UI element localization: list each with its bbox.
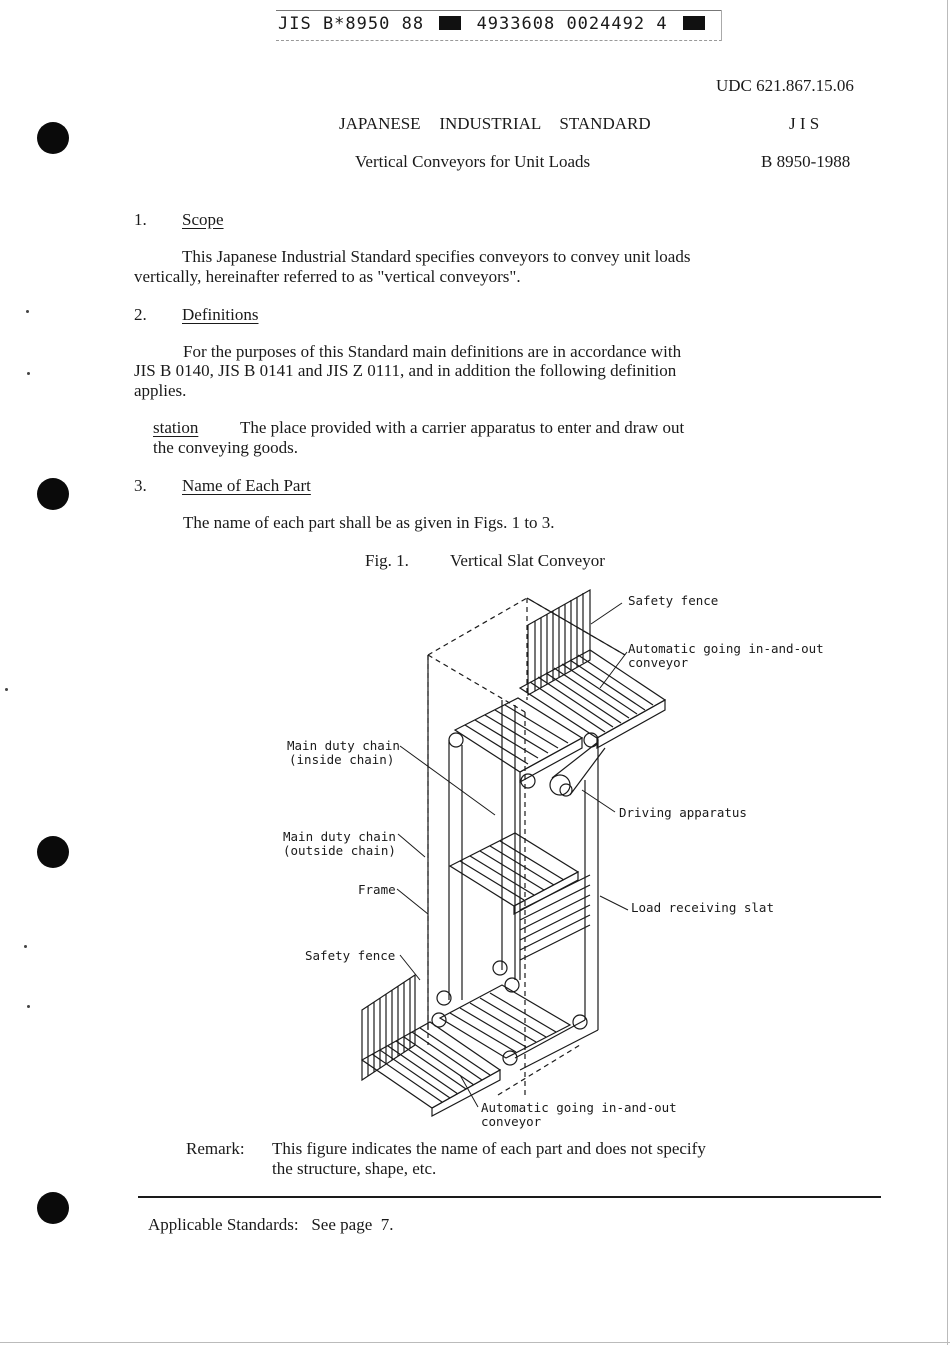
- standard-number: B 8950-1988: [761, 152, 851, 171]
- jis-label: J I S: [789, 114, 820, 133]
- label-auto-conveyor-bottom: Automatic going in-and-out: [481, 1100, 677, 1115]
- remark-text: the structure, shape, etc.: [272, 1159, 437, 1178]
- load-receiving-slat-side: [520, 875, 590, 960]
- page-edge-right: [947, 0, 948, 1345]
- standard-label: JAPANESE INDUSTRIAL STANDARD: [339, 114, 651, 133]
- frame-outline: [428, 598, 625, 1095]
- label-load-receiving-slat: Load receiving slat: [631, 900, 774, 915]
- applicable-standards: Applicable Standards: See page 7.: [148, 1215, 394, 1234]
- section-2-number: 2.: [134, 305, 147, 324]
- label-safety-fence-top: Safety fence: [628, 593, 719, 608]
- label-main-chain-outside: (outside chain): [283, 843, 396, 858]
- definition-text: the conveying goods.: [153, 438, 298, 457]
- frame-right-solid: [515, 1020, 598, 1070]
- label-auto-conveyor-top: conveyor: [628, 655, 689, 670]
- label-main-chain-inside: (inside chain): [289, 752, 395, 767]
- label-auto-conveyor-top: Automatic going in-and-out: [628, 641, 824, 656]
- section-2-text: JIS B 0140, JIS B 0141 and JIS Z 0111, and in addition the following definition: [134, 361, 677, 380]
- label-driving-apparatus: Driving apparatus: [619, 805, 747, 820]
- leader-lines: [397, 603, 628, 1107]
- code-part-2: 4933608 0024492 4: [476, 14, 668, 34]
- document-title: Vertical Conveyors for Unit Loads: [355, 152, 591, 171]
- safety-fence-bottom: [362, 975, 415, 1080]
- section-2-text: For the purposes of this Standard main definitions are in accordance with: [183, 342, 682, 361]
- label-frame: Frame: [358, 882, 396, 897]
- section-2-title: Definitions: [182, 305, 259, 324]
- remark-label: Remark:: [186, 1139, 245, 1158]
- label-main-chain-inside: Main duty chain: [287, 738, 400, 753]
- label-main-chain-outside: Main duty chain: [283, 829, 396, 844]
- bottom-load-slat: [440, 985, 570, 1058]
- page-edge-bottom: [0, 1342, 950, 1343]
- label-auto-conveyor-bottom: conveyor: [481, 1114, 542, 1129]
- section-1-title: Scope: [182, 210, 224, 229]
- middle-load-slat: [450, 833, 578, 914]
- footer-rule: [138, 1196, 881, 1198]
- section-3-title: Name of Each Part: [182, 476, 311, 495]
- section-1-text: This Japanese Industrial Standard specifies conveyors to convey unit loads: [182, 247, 691, 266]
- section-2-text: applies.: [134, 381, 187, 400]
- figure-caption-number: Fig. 1.: [365, 551, 409, 570]
- code-part-1: JIS B*8950 88: [278, 14, 425, 34]
- section-3-number: 3.: [134, 476, 147, 495]
- bottom-auto-conveyor: [362, 1022, 500, 1116]
- remark-text: This figure indicates the name of each part and does not specify: [272, 1139, 706, 1158]
- section-1-number: 1.: [134, 210, 147, 229]
- udc-number: UDC 621.867.15.06: [716, 76, 854, 95]
- label-safety-fence-bottom: Safety fence: [305, 948, 396, 963]
- definition-term: station: [153, 418, 199, 437]
- section-1-text: vertically, hereinafter referred to as "vertical conveyors".: [134, 267, 521, 286]
- section-3-text: The name of each part shall be as given in Figs. 1 to 3.: [183, 513, 555, 532]
- figure-caption-title: Vertical Slat Conveyor: [450, 551, 605, 570]
- definition-text: The place provided with a carrier apparatus to enter and draw out: [240, 418, 685, 437]
